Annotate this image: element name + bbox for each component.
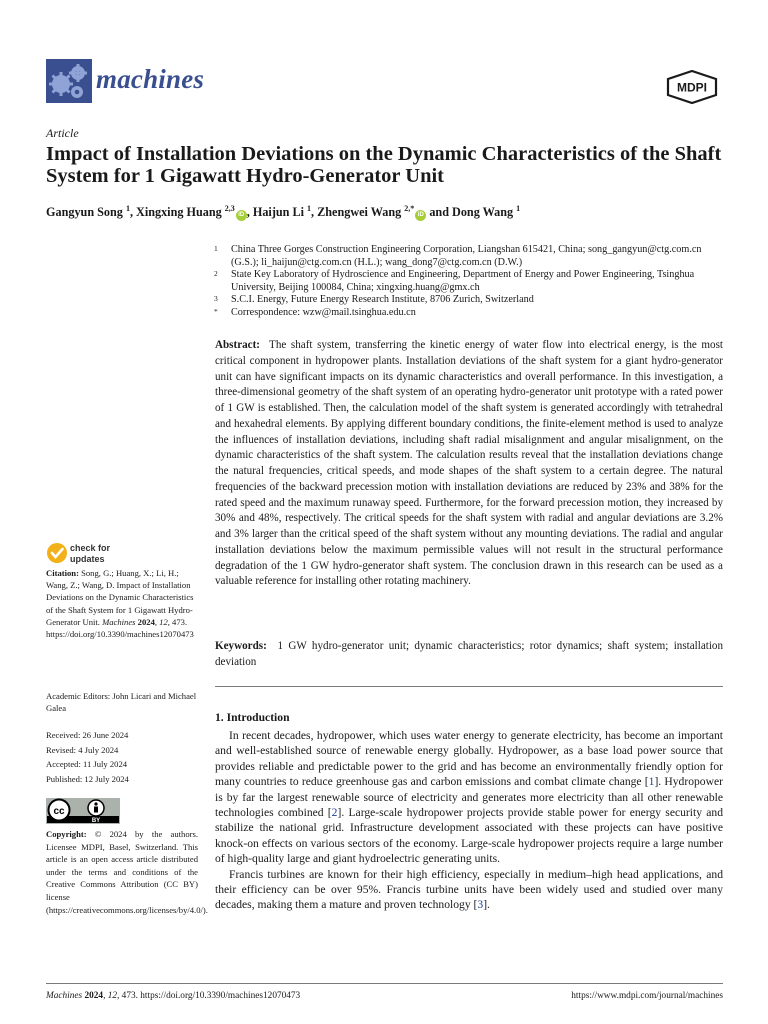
- affiliation: 3 S.C.I. Energy, Future Energy Research Institute, 8706 Zurich, Switzerland: [214, 294, 534, 306]
- citation: Citation: Song, G.; Huang, X.; Li, H.; Wang, Z.; Wang, D. Impact of Installation Deviations on the Dynamic Characteristics of the Shaft System for 1 Gigawatt Hydro-Generator Unit. Machines 2024, 12, 473. https://doi.org/10.3390/machines12070473: [46, 568, 194, 640]
- author-name: Gangyun Song: [46, 205, 123, 220]
- author-affiliation-mark: 1: [125, 204, 130, 213]
- footer-year: 2024: [84, 991, 104, 1001]
- affiliations: [214, 244, 726, 320]
- paragraph: In recent decades, hydropower, which uses water energy to generate electricity, has become an important and well-established source of renewable energy globally. Hydropower, as a base load power source that provides reliable and predictable power to the grid and has become an environmentally friendly option for many countries to reduce greenhouse gas and carbon emissions and combat climate change [1]. Hydropower is by far the largest renewable source of electricity and generates more electricity than all other renewable technologies combined [2]. Large-scale hydropower projects provide stable power for energy security and stabilize the national grid. Infrastructure development associated with these projects can have positive knock-on effects on various sectors of the economy. Large-scale hydropower projects require a large number of high-quality large and giant hydroelectric generating units.: [215, 729, 723, 866]
- cc-by-badge-text: BY: [91, 818, 101, 824]
- paragraph: Francis turbines are known for their high efficiency, especially in medium–high head applications, and their efficiency can be over 95%. Francis turbine units have been widely used and studied over many decades, making them a mature and proven technology [3].: [215, 867, 723, 912]
- date-published: Published: 12 July 2024: [46, 773, 129, 784]
- abstract: [215, 338, 723, 590]
- introduction-body: [215, 728, 723, 913]
- mdpi-logo-icon[interactable]: [666, 70, 718, 104]
- keywords-text: 1 GW hydro-generator unit; dynamic characteristics; rotor dynamics; shaft system; installation deviation: [215, 640, 724, 668]
- keywords-label: Keywords:: [215, 640, 267, 652]
- author-affiliation-mark: 1: [307, 204, 312, 213]
- reference-link[interactable]: 2: [331, 806, 338, 820]
- orcid-icon[interactable]: iD: [415, 210, 426, 221]
- copyright-text: © 2024 by the authors. Licensee MDPI, Basel, Switzerland. This article is an open access article distributed under the terms and conditions of the Creative Commons Attribution (CC BY) license (https://creativecommons.org/licenses/by/4.0/).: [46, 829, 208, 915]
- copyright-label: Copyright:: [46, 829, 87, 839]
- publisher-name: MDPI: [677, 80, 707, 95]
- author-name: Xingxing Huang: [136, 205, 222, 220]
- journal-name[interactable]: machines: [96, 64, 205, 94]
- reference-link[interactable]: 3: [477, 898, 484, 912]
- machines-gear-logo-icon[interactable]: [46, 59, 92, 103]
- author-affiliation-mark: 2,3: [224, 204, 235, 213]
- section-heading-introduction: 1. Introduction: [215, 711, 290, 724]
- copyright-notice: [46, 828, 208, 916]
- author-affiliation-mark: 1: [516, 204, 521, 213]
- author-name: Zhengwei Wang: [317, 205, 402, 220]
- academic-editors: Academic Editors: John Licari and Michael Galea: [46, 691, 197, 714]
- cc-by-license-icon[interactable]: [46, 798, 120, 824]
- check-for-updates-button[interactable]: [46, 540, 146, 566]
- date-received: Received: 26 June 2024: [46, 730, 129, 740]
- footer-citation: Machines 2024, 12, 473. https://doi.org/10.3390/machines12070473: [46, 991, 301, 1001]
- date-revised: Revised: 4 July 2024: [46, 744, 119, 755]
- affiliation: 1 China Three Gorges Construction Engineering Corporation, Liangshan 615421, China; song_gangyun@ctg.com.cn (G.S.); li_haijun@ctg.com.cn (H.L.); wang_dong7@ctg.com.cn (D.W.): [214, 244, 702, 268]
- orcid-icon[interactable]: iD: [236, 210, 247, 221]
- citation-volume: 12: [159, 616, 168, 627]
- footer-doi-link[interactable]: , 473. https://doi.org/10.3390/machines12070473: [117, 991, 301, 1001]
- citation-doi-link[interactable]: 473. https://doi.org/10.3390/machines12070473: [46, 616, 194, 640]
- reference-link[interactable]: 1: [648, 775, 655, 789]
- abstract-label: Abstract:: [215, 339, 260, 351]
- affiliation: 2 State Key Laboratory of Hydroscience and Engineering, Department of Energy and Power Engineering, Tsinghua University, Beijing 100084, China; xingxing.huang@gmx.ch: [214, 269, 695, 293]
- footer-divider: [46, 983, 723, 984]
- citation-journal: Machines: [102, 616, 136, 627]
- check-updates-line2: updates: [70, 554, 105, 564]
- citation-text: Song, G.; Huang, X.; Li, H.; Wang, Z.; Wang, D. Impact of Installation Deviations on the Dynamic Characteristics of the Shaft System for 1 Gigawatt Hydro-Generator Unit.: [46, 568, 194, 627]
- affiliation-correspondence: * Correspondence: wzw@mail.tsinghua.edu.cn: [214, 306, 416, 318]
- svg-text:cc: cc: [53, 806, 65, 817]
- abstract-text: The shaft system, transferring the kinetic energy of water flow into electrical energy, is the most critical component in hydropower plants. Installation deviations of the shaft system for a giant hydro-generator unit can have significant impacts on its dynamic characteristics and overall performance. In this investigation, a three-dimensional geometry of the shaft system of an operating hydro-generator unit prototype with a rated power of 1 GW is established. Then, the calculation model of the shaft system is generated accordingly with tetrahedral and hexahedral elements. By applying different boundary conditions, the finite-element method is used to analyze the influences of installation deviations, including shaft radial misalignment and angular misalignment, on the dynamic characteristics of the shaft system. The calculation results reveal that the installation deviations change the natural frequencies, critical speeds, and mode shapes of the shaft system to a certain degree. The natural frequencies of the backward precession motion with installation deviations are reduced by 23% and 38% for the rated speed and the maximum runaway speed. Furthermore, for the forward precession motion, they increased by 30% and 48%, respectively. The critical speeds for the shaft system with radial and angular deviations are 3.2% and 3% larger than the critical speed of the shaft system without any mounting deviations. The radial and angular installation deviations below the maximum permissible values will not result in the structural performance degradation of the 1 GW hydro-generator shaft system. The conclusion drawn in this research can be used as a valuable reference for installing other rotating machinery.: [215, 339, 723, 588]
- author-name: Haijun Li: [252, 205, 304, 220]
- check-updates-line1: check for: [70, 543, 111, 553]
- author-list: Gangyun Song $^1$, Xingxing Huang $^{2,3}$iD , Haijun Li $^1$, Zhengwei Wang $^{2,*}$iD and Dong Wang $^1$: [46, 204, 521, 220]
- author-name: Dong Wang: [452, 205, 514, 220]
- publication-dates: [46, 728, 198, 786]
- article-title: Impact of Installation Deviations on the Dynamic Characteristics of the Shaft System for 1 Gigawatt Hydro-Generator Unit: [46, 143, 722, 187]
- footer-journal: Machines: [46, 991, 83, 1001]
- author-affiliation-mark: 2,*: [404, 204, 415, 213]
- citation-year: 2024: [137, 616, 155, 627]
- date-accepted: Accepted: 11 July 2024: [46, 759, 128, 770]
- article-type: Article: [46, 126, 79, 140]
- keywords: [215, 639, 723, 671]
- footer-volume: 12: [107, 991, 118, 1001]
- citation-label: Citation:: [46, 568, 79, 578]
- footer-journal-url[interactable]: https://www.mdpi.com/journal/machines: [571, 991, 723, 1001]
- divider: [215, 686, 723, 687]
